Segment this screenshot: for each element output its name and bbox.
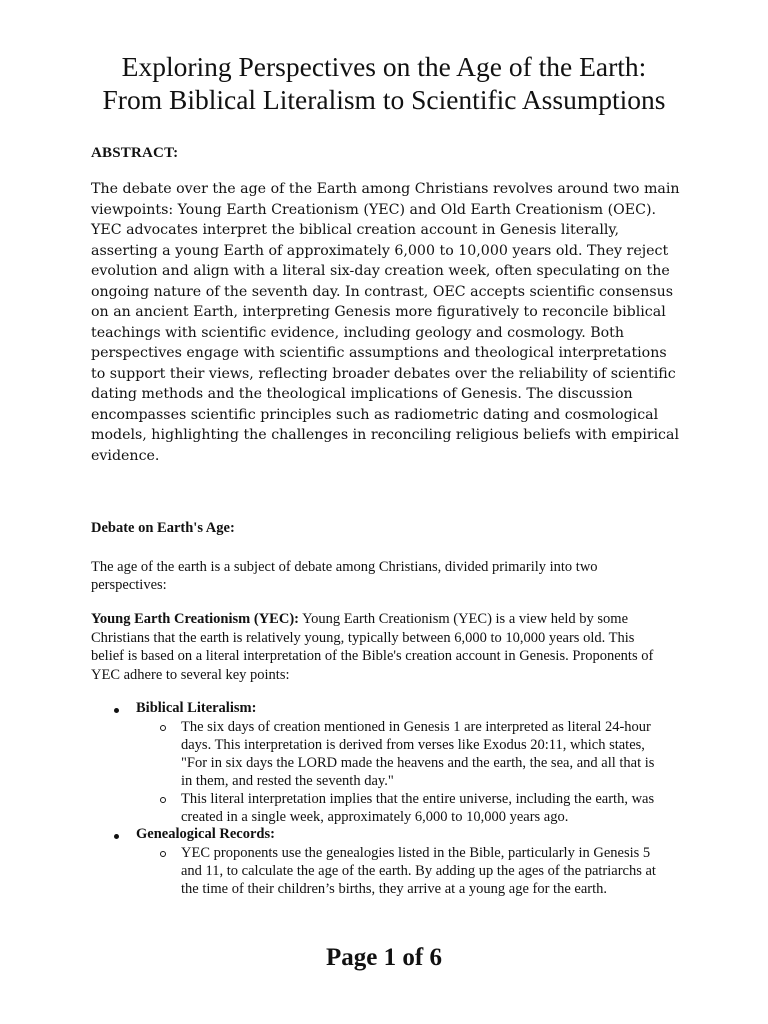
sub-item-line: This literal interpretation implies that the entire universe, including the earth, was [181, 791, 655, 807]
abstract-line: evolution and align with a literal six-day creation week, often speculating on the [91, 263, 670, 279]
sub-item-line: the time of their children’s births, they arrive at a young age for the earth. [181, 881, 607, 897]
abstract-line: evidence. [91, 447, 160, 464]
abstract-line: dating methods and the theological implications of Genesis. The discussion [91, 386, 633, 402]
intro-line: perspectives: [91, 577, 167, 593]
intro-line: The age of the earth is a subject of debate among Christians, divided primarily into two [91, 559, 598, 575]
sub-item-text [181, 718, 654, 790]
abstract-line: to support their views, reflecting broader debates over the reliability of scientific [91, 365, 676, 382]
yec-line: Christians that the earth is relatively young, typically between 6,000 to 10,000 years old. This [91, 629, 635, 646]
abstract-line: asserting a young Earth of approximately 6,000 to 10,000 years old. They reject [91, 242, 669, 259]
abstract-heading: ABSTRACT: [91, 145, 179, 161]
bullet-dot-icon [114, 708, 119, 713]
abstract-line: perspectives engage with scientific assumptions and theological interpretations [91, 345, 667, 361]
title-line-1: Exploring Perspectives on the Age of the Earth: [121, 51, 647, 82]
sub-bullet-circle-icon [160, 725, 166, 731]
bullet-dot-icon [114, 834, 119, 839]
abstract-line: encompasses scientific principles such as radiometric dating and cosmological [91, 406, 659, 423]
yec-line: YEC adhere to several key points: [91, 666, 290, 683]
sub-item-line: in them, and rested the seventh day." [181, 773, 394, 789]
section-heading-debate: Debate on Earth's Age: [91, 520, 235, 536]
sub-bullet-circle-icon [160, 797, 166, 803]
bullet-label-genealogical-records: Genealogical Records: [136, 826, 275, 842]
abstract-line: viewpoints: Young Earth Creationism (YEC) and Old Earth Creationism (OEC). [91, 201, 657, 218]
abstract-line: YEC advocates interpret the biblical creation account in Genesis literally, [91, 222, 620, 238]
page-number: Page 1 of 6 [326, 944, 442, 971]
yec-line: belief is based on a literal interpretation of the Bible's creation account in Genesis. Proponents of [91, 648, 654, 664]
yec-first-line-text: Young Earth Creationism (YEC) is a view held by some [298, 611, 629, 627]
sub-item-text [181, 844, 656, 898]
sub-item-line: The six days of creation mentioned in Genesis 1 are interpreted as literal 24-hour [181, 719, 651, 735]
bullet-label-biblical-literalism: Biblical Literalism: [136, 700, 257, 716]
abstract-line: teachings with scientific evidence, including geology and cosmology. Both [91, 324, 625, 341]
sub-item-text [181, 790, 654, 826]
sub-item-line: days. This interpretation is derived from verses like Exodus 20:11, which states, [181, 737, 645, 753]
sub-item-line: "For in six days the LORD made the heavens and the earth, the sea, and all that is [181, 755, 655, 771]
title-line-2: From Biblical Literalism to Scientific Assumptions [102, 84, 666, 115]
abstract-line: The debate over the age of the Earth among Christians revolves around two main [91, 181, 680, 197]
sub-item-line: created in a single week, approximately 6,000 to 10,000 years ago. [181, 809, 569, 825]
abstract-line: models, highlighting the challenges in reconciling religious beliefs with empirical [91, 427, 679, 443]
sub-item-line: and 11, to calculate the age of the earth. By adding up the ages of the patriarchs at [181, 863, 656, 879]
sub-bullet-circle-icon [160, 851, 166, 857]
abstract-line: ongoing nature of the seventh day. In contrast, OEC accepts scientific consensus [91, 283, 674, 300]
abstract-line: on an ancient Earth, interpreting Genesis more figuratively to reconcile biblical [91, 304, 666, 320]
yec-label: Young Earth Creationism (YEC): [91, 611, 299, 627]
sub-item-line: YEC proponents use the genealogies listed in the Bible, particularly in Genesis 5 [181, 845, 651, 861]
